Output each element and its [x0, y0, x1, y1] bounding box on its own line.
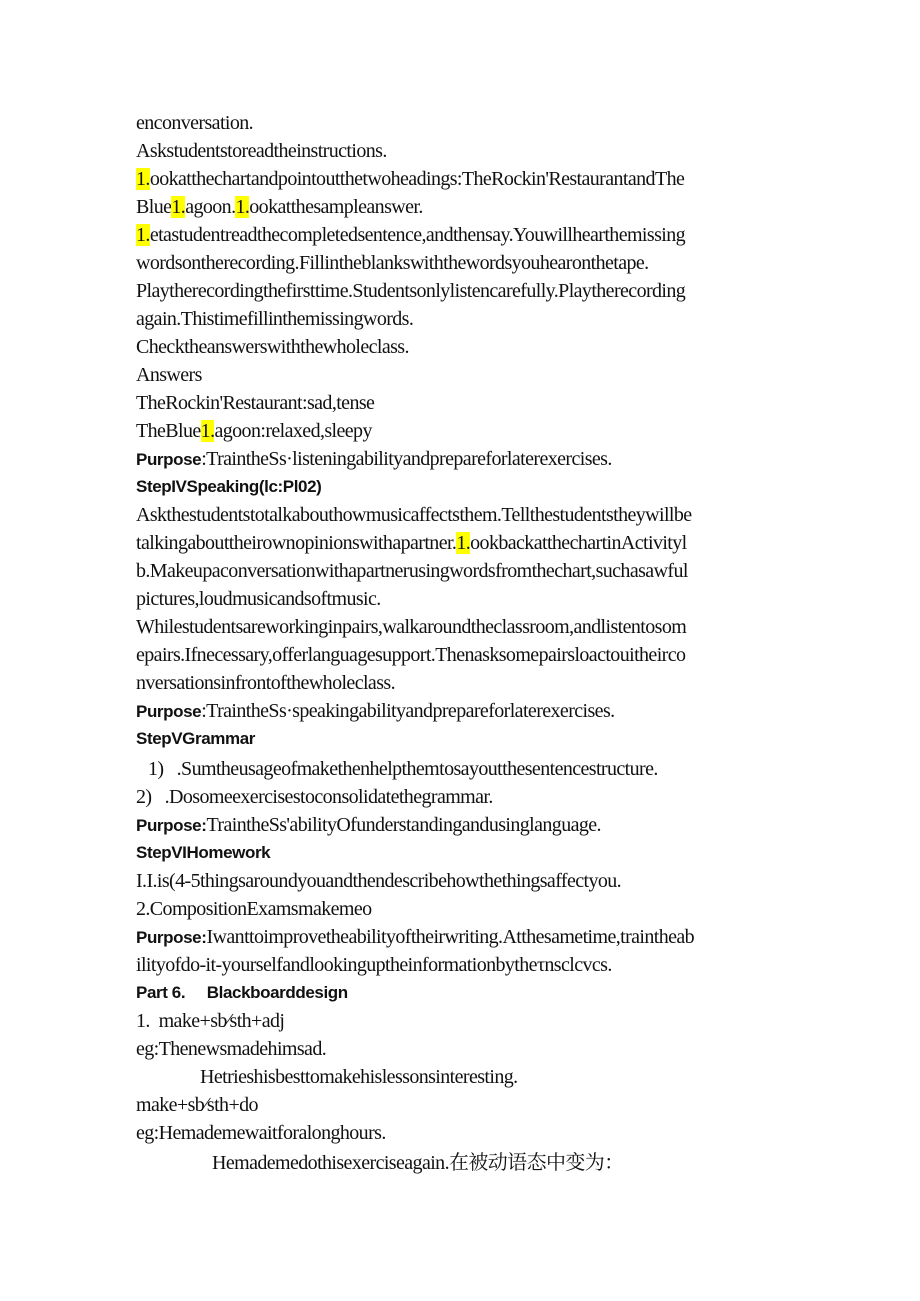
- list-item: 1) .Sumtheusageofmakethenhelpthemtosayoutthesentencestructure.: [148, 758, 658, 780]
- text-line: [136, 530, 687, 556]
- text-line: epairs.Ifnecessary,offerlanguagesupport.Thenasksomepairsloactouitheirco: [136, 644, 686, 666]
- purpose-label: Purpose: [136, 450, 202, 469]
- part-heading: Part 6. Blackboarddesign: [136, 983, 348, 1002]
- text-run: :TraintheSs·speakingabilityandprepareforlaterexercises.: [201, 700, 615, 722]
- text-run: ookatthechartandpointoutthetwoheadings:TheRockin'RestaurantandThe: [149, 168, 685, 190]
- purpose-label: Purpose:: [136, 816, 207, 835]
- text-line: eg:Hemademewaitforalonghours.: [136, 1122, 386, 1144]
- text-line: make+sb∕sth+do: [136, 1094, 258, 1116]
- highlight-mark: 1.: [136, 224, 150, 246]
- text-run: ookbackatthechartinActivityl: [470, 532, 687, 554]
- text-line: Askstudentstoreadtheinstructions.: [136, 140, 387, 162]
- text-line: Hetrieshisbesttomakehislessonsinteresting.: [200, 1066, 518, 1088]
- purpose-label: Purpose: [136, 702, 202, 721]
- step-heading: StepIVSpeaking(lc:Pl02): [136, 477, 322, 496]
- text-line: Hemademedothisexerciseagain.在被动语态中变为：: [212, 1152, 624, 1174]
- list-item: 2) .Dosomeexercisestoconsolidatethegrammar.: [136, 786, 493, 808]
- text-run: TraintheSs'abilityOfunderstandingandusinglanguage.: [206, 814, 601, 836]
- text-line: [136, 222, 685, 248]
- purpose-line: [136, 698, 615, 725]
- text-line: pictures,loudmusicandsoftmusic.: [136, 588, 381, 610]
- step-heading: StepVGrammar: [136, 729, 255, 748]
- text-line: Playtherecordingthefirsttime.Studentsonlylistencarefully.Playtherecording: [136, 280, 686, 302]
- text-run: ookatthesampleanswer.: [249, 196, 423, 218]
- highlight-mark: 1.: [136, 168, 150, 190]
- purpose-label: Purpose:: [136, 928, 207, 947]
- text-line: I.I.is(4-5thingsaroundyouandthendescribehowthethingsaffectyou.: [136, 870, 622, 892]
- text-line: 2.CompositionExamsmakemeo: [136, 898, 372, 920]
- text-run: Blue: [136, 196, 172, 218]
- text-line: Checktheanswerswiththewholeclass.: [136, 336, 409, 358]
- text-line: TheRockin'Restaurant:sad,tense: [136, 392, 375, 414]
- text-line: nversationsinfrontofthewholeclass.: [136, 672, 395, 694]
- highlight-mark: 1.: [456, 532, 471, 554]
- text-line: Whilestudentsareworkinginpairs,walkaroundtheclassroom,andlistentosom: [136, 616, 687, 638]
- text-line: again.Thistimefillinthemissingwords.: [136, 308, 414, 330]
- text-run: agoon.: [185, 196, 236, 218]
- text-line: Answers: [136, 364, 202, 386]
- text-line: [136, 418, 372, 444]
- text-line: Askthestudentstotalkabouthowmusicaffectsthem.Tellthestudentstheywillbe: [136, 504, 692, 526]
- text-run: agoon:relaxed,sleepy: [214, 420, 372, 442]
- text-line: b.Makeupaconversationwithapartnerusingwordsfromthechart,suchasawful: [136, 560, 688, 582]
- purpose-line: [136, 446, 612, 473]
- text-line: [136, 194, 423, 220]
- highlight-mark: 1.: [235, 196, 250, 218]
- text-line: enconversation.: [136, 112, 254, 134]
- highlight-mark: 1.: [171, 196, 186, 218]
- text-run: Iwanttoimprovetheabilityoftheirwriting.Atthesametime,traintheab: [206, 926, 695, 948]
- text-run: :TraintheSs·listeningabilityandprepareforlaterexercises.: [201, 448, 612, 470]
- text-run: TheBlue: [136, 420, 201, 442]
- step-heading: StepVIHomework: [136, 843, 271, 862]
- text-line: [136, 166, 684, 192]
- text-line: ilityofdo-it-yourselfandlookinguptheinformationbytheτnsclcvcs.: [136, 954, 612, 976]
- text-run: talkingabouttheirownopinionswithapartner.: [136, 532, 457, 554]
- text-line: 1. make+sb∕sth+adj: [136, 1010, 285, 1032]
- text-run: etastudentreadthecompletedsentence,andthensay.Youwillhearthemissing: [149, 224, 686, 246]
- purpose-line: [136, 924, 694, 951]
- highlight-mark: 1.: [200, 420, 215, 442]
- text-line: eg:Thenewsmadehimsad.: [136, 1038, 327, 1060]
- purpose-line: [136, 812, 601, 839]
- text-line: wordsontherecording.Fillintheblankswiththewordsyouhearonthetape.: [136, 252, 649, 274]
